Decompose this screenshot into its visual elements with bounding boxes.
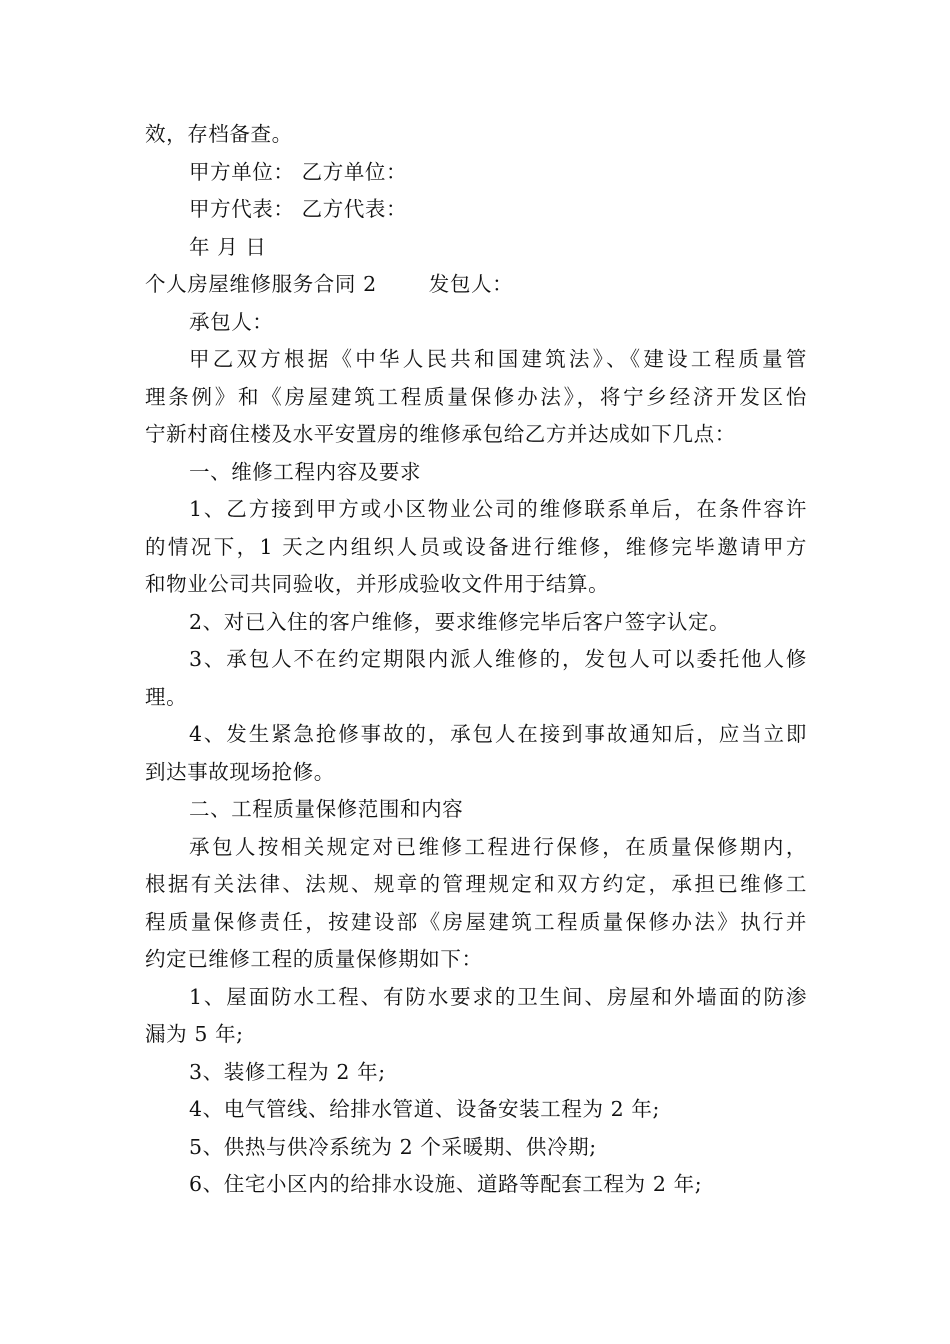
paragraph-line: 到达事故现场抢修。 (145, 759, 335, 784)
section-heading: 二、工程质量保修范围和内容 (189, 797, 464, 821)
text-line: 效，存档备查。 (145, 122, 293, 146)
paragraph-line: 2、对已入住的客户维修，要求维修完毕后客户签字认定。 (189, 609, 731, 634)
employer-label: 发包人： (428, 272, 514, 296)
list-item: 6、住宅小区内的给排水设施、道路等配套工程为 2 年; (189, 1172, 703, 1196)
paragraph-line: 承包人按相关规定对已维修工程进行保修，在质量保修期内， (189, 834, 807, 859)
paragraph-line: 和物业公司共同验收，并形成验收文件用于结算。 (145, 572, 610, 596)
section-heading: 一、维修工程内容及要求 (189, 459, 422, 484)
paragraph-line: 宁新村商住楼及水平安置房的维修承包给乙方并达成如下几点： (145, 422, 736, 446)
paragraph-line: 程质量保修责任，按建设部《房屋建筑工程质量保修办法》执行并 (145, 909, 807, 934)
contractor-label: 承包人： (189, 309, 274, 334)
paragraph-line: 甲乙双方根据《中华人民共和国建筑法》、《建设工程质量管 (189, 347, 807, 371)
paragraph-line: 1、乙方接到甲方或小区物业公司的维修联系单后，在条件容许 (189, 497, 807, 521)
paragraph-line: 约定已维修工程的质量保修期如下： (145, 947, 483, 971)
list-item: 3、装修工程为 2 年; (189, 1059, 386, 1084)
paragraph-line: 根据有关法律、法规、规章的管理规定和双方约定，承担已维修工 (145, 872, 807, 896)
document-body (145, 116, 807, 1204)
list-item: 4、电气管线、给排水管道、设备安装工程为 2 年; (189, 1097, 661, 1121)
list-item-continuation: 漏为 5 年; (145, 1022, 244, 1046)
contract-heading-line (145, 266, 807, 304)
paragraph-line: 理条例》和《房屋建筑工程质量保修办法》，将宁乡经济开发区怡 (145, 384, 807, 409)
paragraph-line: 的情况下，1 天之内组织人员或设备进行维修，维修完毕邀请甲方 (145, 534, 807, 559)
signature-date: 年 月 日 (189, 234, 267, 259)
paragraph-line: 理。 (145, 684, 188, 709)
signature-party-representatives: 甲方代表： 乙方代表： (189, 197, 408, 221)
list-item: 1、屋面防水工程、有防水要求的卫生间、房屋和外墙面的防渗 (189, 984, 807, 1009)
paragraph-line: 3、承包人不在约定期限内派人维修的，发包人可以委托他人修 (189, 647, 807, 671)
signature-party-units: 甲方单位： 乙方单位： (189, 159, 408, 184)
paragraph-line: 4、发生紧急抢修事故的，承包人在接到事故通知后，应当立即 (189, 722, 807, 746)
list-item: 5、供热与供冷系统为 2 个采暖期、供冷期; (189, 1134, 597, 1159)
contract-title: 个人房屋维修服务合同 2 (145, 272, 377, 296)
